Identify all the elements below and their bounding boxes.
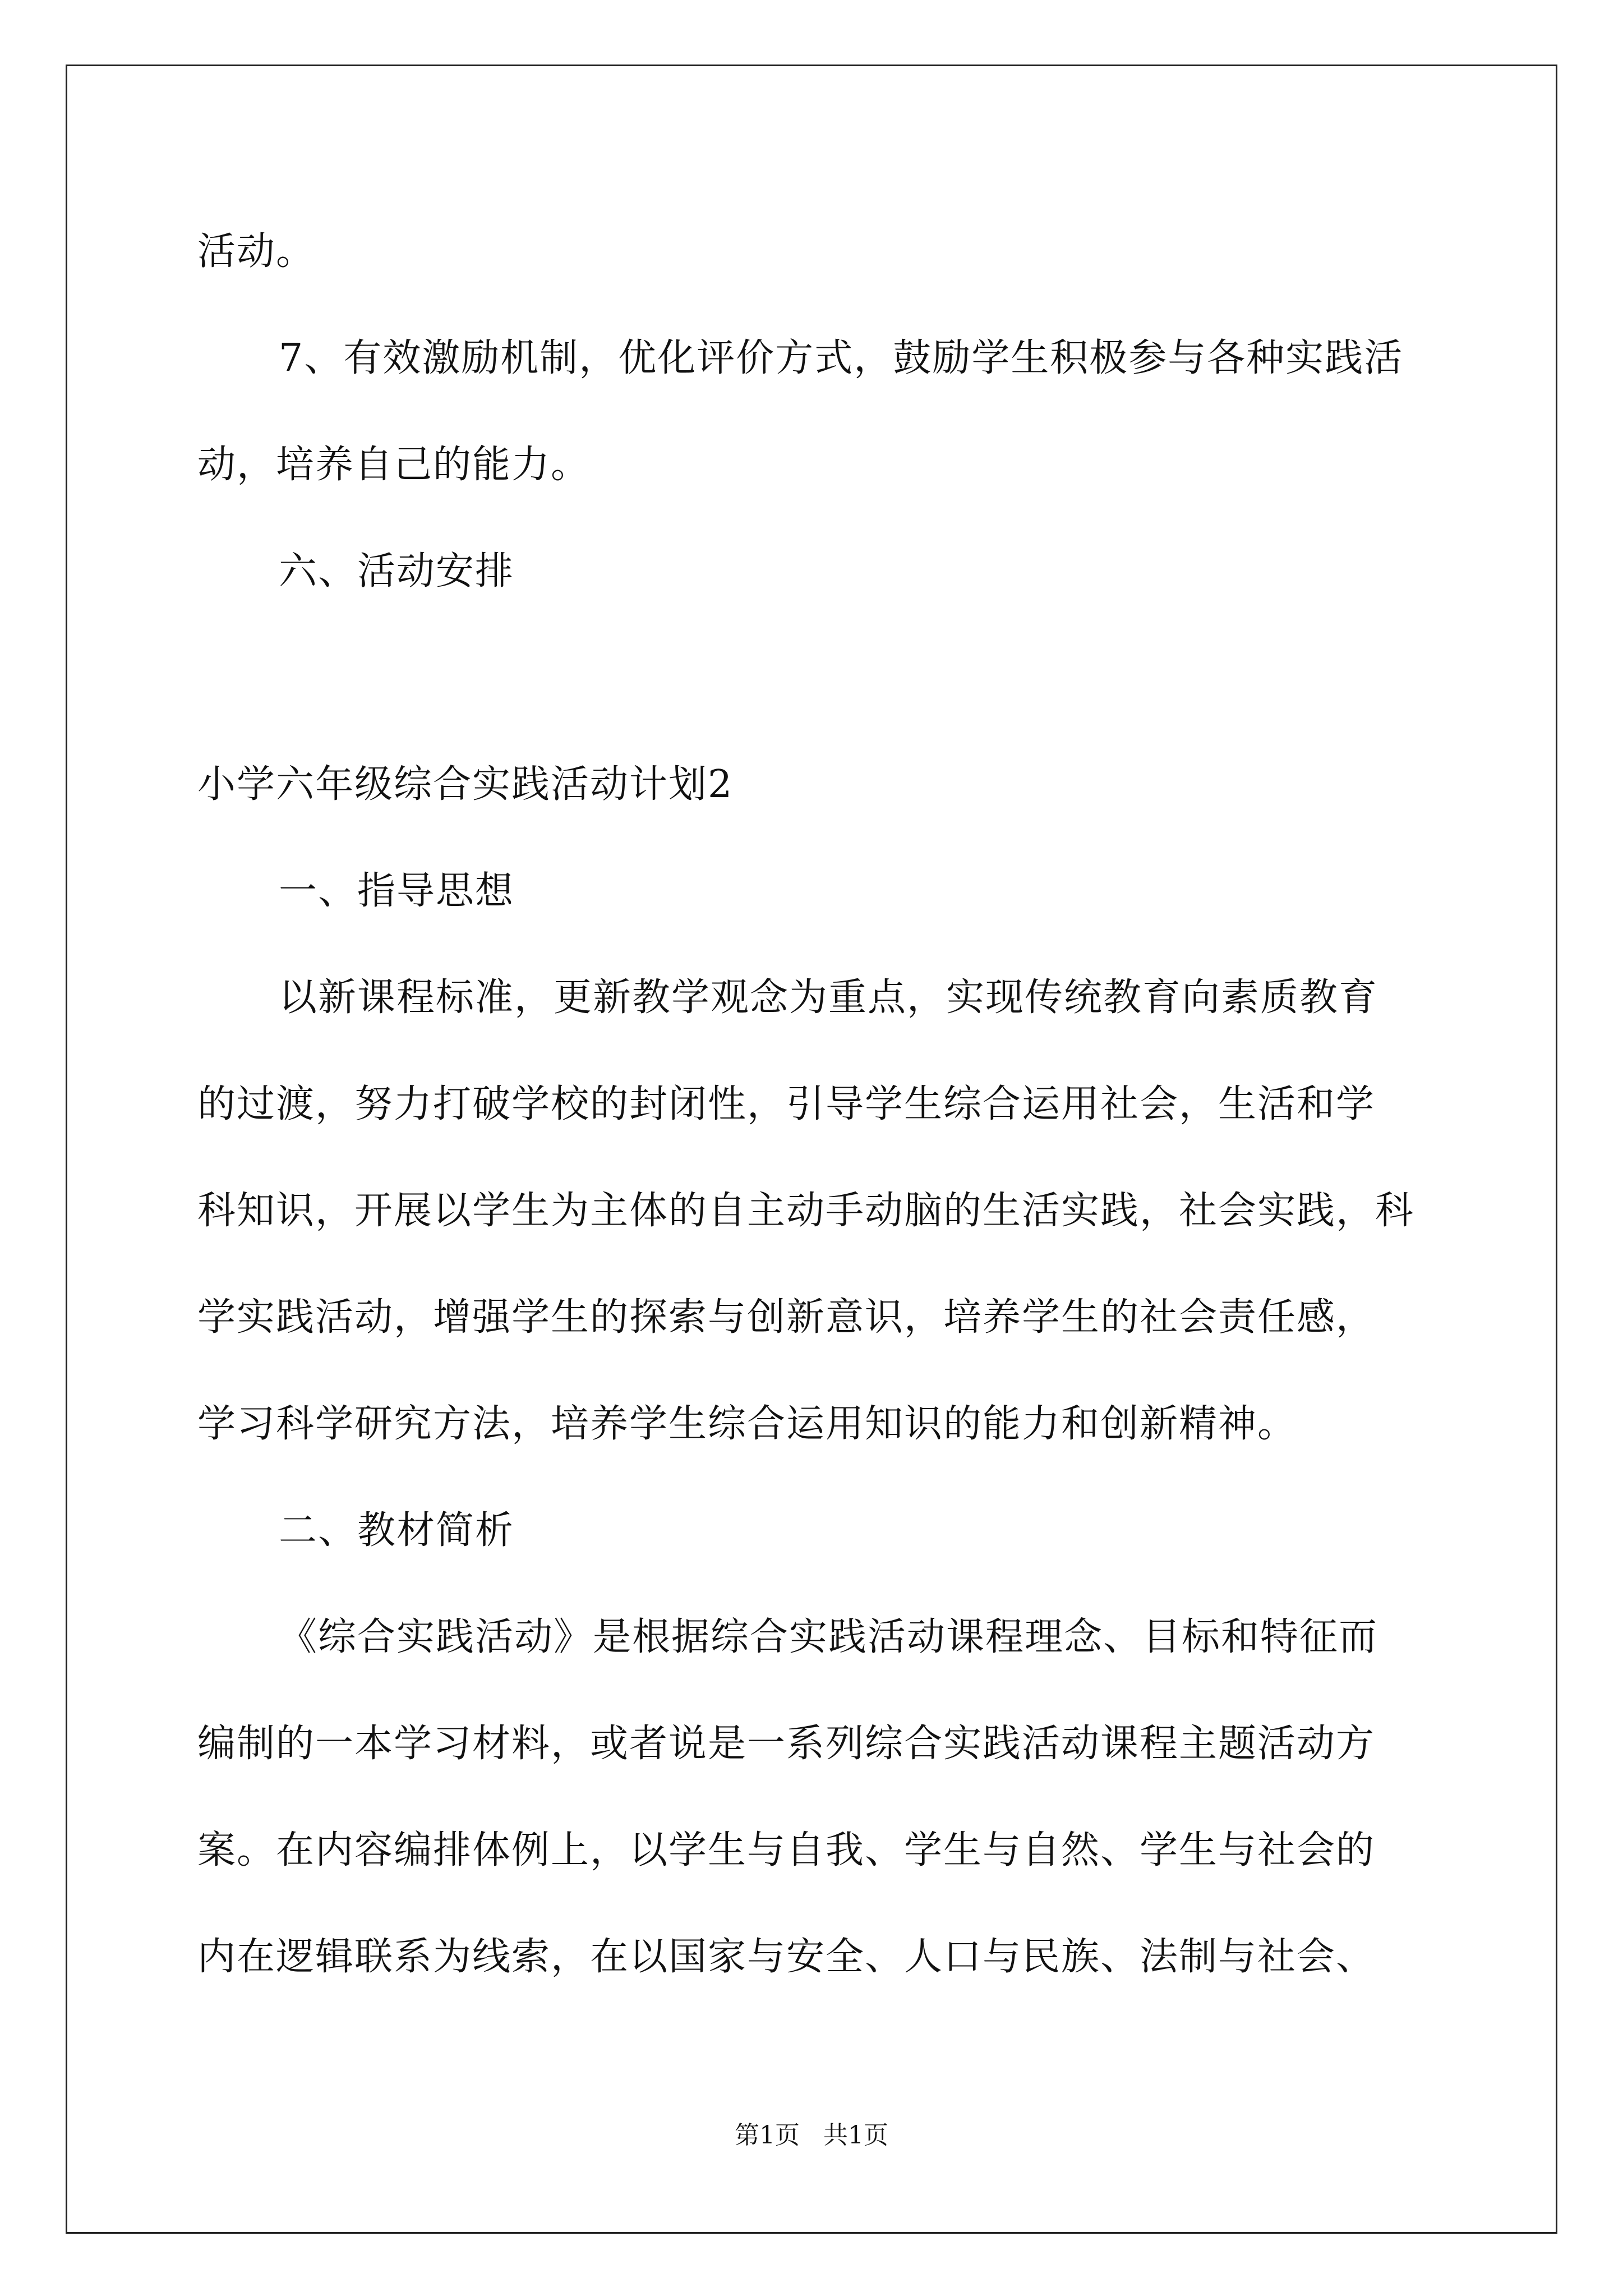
text-line: 科知识，开展以学生为主体的自主动手动脑的生活实践，社会实践，科 bbox=[197, 1189, 1415, 1233]
page-footer: 第1页 共1页 bbox=[735, 2121, 888, 2150]
text-line: 7、有效激励机制，优化评价方式，鼓励学生积极参与各种实践活 bbox=[279, 336, 1404, 380]
section-heading: 二、教材简析 bbox=[279, 1508, 515, 1553]
section-heading: 一、指导思想 bbox=[279, 869, 515, 913]
text-line: 内在逻辑联系为线索，在以国家与安全、人口与民族、法制与社会、 bbox=[197, 1935, 1376, 1979]
text-line: 学习科学研究方法，培养学生综合运用知识的能力和创新精神。 bbox=[197, 1402, 1297, 1446]
document-title: 小学六年级综合实践活动计划2 bbox=[197, 762, 734, 807]
page-border bbox=[66, 65, 1557, 2234]
text-line: 编制的一本学习材料，或者说是一系列综合实践活动课程主题活动方 bbox=[197, 1722, 1376, 1766]
text-line: 活动。 bbox=[197, 229, 316, 274]
text-line: 动，培养自己的能力。 bbox=[197, 443, 591, 487]
text-line: 的过渡，努力打破学校的封闭性，引导学生综合运用社会，生活和学 bbox=[197, 1082, 1376, 1126]
text-line: 《综合实践活动》是根据综合实践活动课程理念、目标和特征而 bbox=[279, 1615, 1378, 1659]
section-heading: 六、活动安排 bbox=[279, 549, 515, 593]
text-line: 案。在内容编排体例上，以学生与自我、学生与自然、学生与社会的 bbox=[197, 1828, 1376, 1872]
text-line: 以新课程标准，更新教学观念为重点，实现传统教育向素质教育 bbox=[279, 976, 1378, 1020]
text-line: 学实践活动，增强学生的探索与创新意识，培养学生的社会责任感， bbox=[197, 1295, 1376, 1340]
